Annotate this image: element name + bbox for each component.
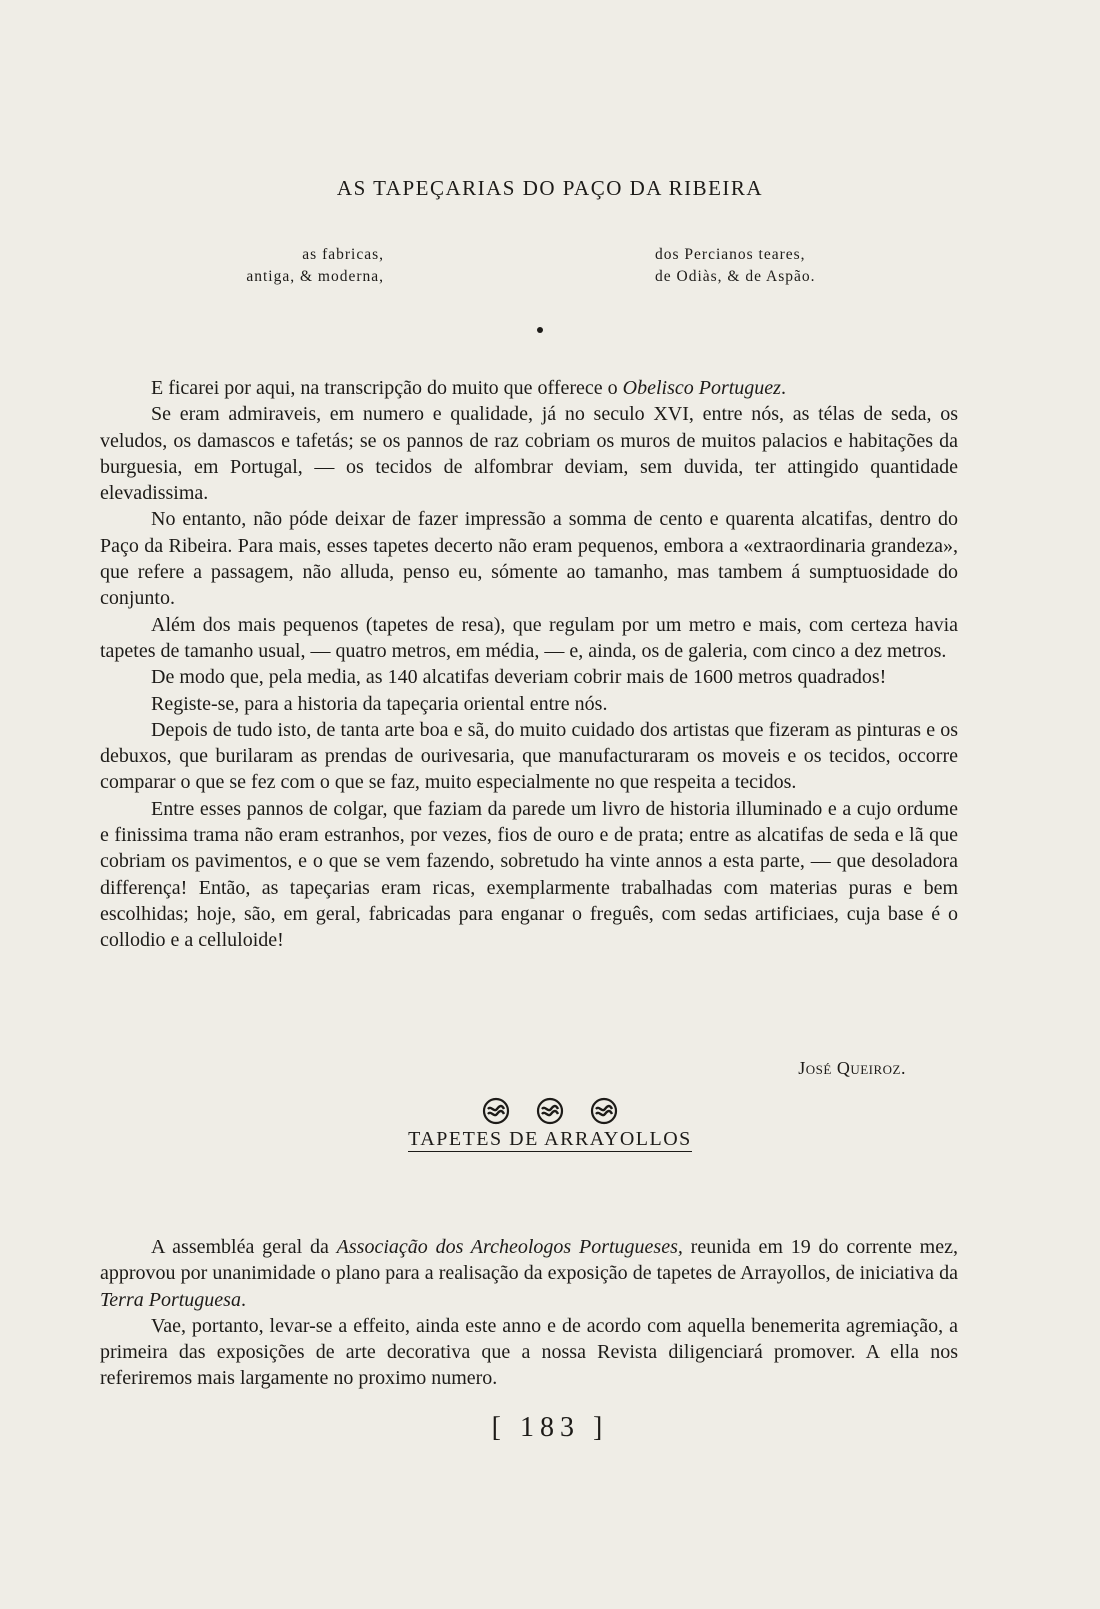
section-heading (0, 1128, 1100, 1151)
verse-right-line: dos Percianos teares, (655, 246, 806, 263)
paragraph: No entanto, não póde deixar de fazer impressão a somma de cento e quarenta alcatifas, dentro do Paço da Ribeira. Para mais, esses tapetes decerto não eram pequenos, embora a «extraordinaria grandeza», que refere a passagem, não alluda, penso eu, sómente ao tamanho, mas tambem á sumptuosidade do conjunto. (100, 508, 958, 610)
bullet-separator (537, 327, 543, 333)
verse-left-line: antiga, & moderna, (246, 268, 384, 285)
book-title: Obelisco Portuguez (622, 377, 781, 399)
paragraph: Entre esses pannos de colgar, que faziam da parede um livro de historia illuminado e a cujo ordume e finissima trama não eram estranhos, por vezes, fios de ouro e de prata; entre as alcatifas de seda e lã que cobriam os pavimentos, e o que se vem fazendo, sobretudo ha vinte annos a esta parte, — que desoladora differença! Então, as tapeçarias eram ricas, exemplarmente trabalhadas com materias puras e bem escolhidas; hoje, são, em geral, fabricadas para enganar o freguês, com sedas artificiaes, cuja base é o collodio e a celluloide! (100, 797, 958, 952)
paragraph: Registe-se, para a historia da tapeçaria oriental entre nós. (151, 692, 608, 715)
section-body (100, 1234, 958, 1392)
paragraph (100, 1234, 958, 1313)
page-title: AS TAPEÇARIAS DO PAÇO DA RIBEIRA (336, 176, 764, 200)
verse-right-line: de Odiàs, & de Aspão. (655, 268, 816, 285)
paragraph-text: E ficarei por aqui, na transcripção do muito que offerece o (151, 377, 623, 399)
association-name: Associação dos Archeologos Portugueses, (336, 1236, 683, 1258)
paragraph (100, 375, 958, 401)
paragraph: Além dos mais pequenos (tapetes de resa), que regulam por um metro e mais, com certeza havia tapetes de tamanho usual, — quatro metros, em média, — e, ainda, os de galeria, com cinco a dez metros. (100, 613, 958, 662)
section-title: TAPETES DE ARRAYOLLOS (408, 1128, 692, 1150)
swirl-ornament-icon (536, 1097, 564, 1125)
paragraph-text: A assembléa geral da (151, 1236, 337, 1258)
verse-left (224, 244, 384, 288)
verse-left-line: as fabricas, (302, 246, 384, 263)
paragraph-text: . (240, 1288, 246, 1311)
magazine-name: Terra Portuguesa (100, 1288, 241, 1311)
paragraph-text: . (780, 377, 786, 399)
swirl-ornament-icon (482, 1097, 510, 1125)
paragraph: Se eram admiraveis, em numero e qualidade, já no seculo XVI, entre nós, as télas de seda, os veludos, os damascos e tafetás; se os pannos de raz cobriam os muros de muitos palacios e habitações da burguesia, em Portugal, — os tecidos de alfombrar deviam, sem duvida, ter attingido quantidade elevadissima. (100, 403, 958, 505)
paragraph: De modo que, pela media, as 140 alcatifas deveriam cobrir mais de 1600 metros quadrados! (151, 666, 887, 689)
paragraph: Depois de tudo isto, de tanta arte boa e sã, do muito cuidado dos artistas que fizeram as pinturas e os debuxos, que burilaram as prendas de ourivesaria, que manufacturaram os moveis e os tecidos, occorre comparar o que se fez com o que se faz, muito especialmente no que respeita a tecidos. (100, 718, 958, 794)
page-number: [ 183 ] (491, 1412, 609, 1443)
author-signature: José Queiroz. (798, 1058, 906, 1078)
paragraph-text: reunida em 19 do corrente mez, approvou por unanimidade o plano para a realisação da exposição de tapetes de Arrayollos, de iniciativa da (100, 1236, 958, 1285)
verse-right (655, 244, 875, 288)
paragraph: Vae, portanto, levar-se a effeito, ainda este anno e de acordo com aquella benemerita agremiação, a primeira das exposições de arte decorativa que a nossa Revista diligenciará promover. A ella nos referiremos mais largamente no proximo numero. (100, 1314, 958, 1390)
ornament-row (0, 1097, 1100, 1125)
article-body (100, 375, 958, 954)
swirl-ornament-icon (590, 1097, 618, 1125)
